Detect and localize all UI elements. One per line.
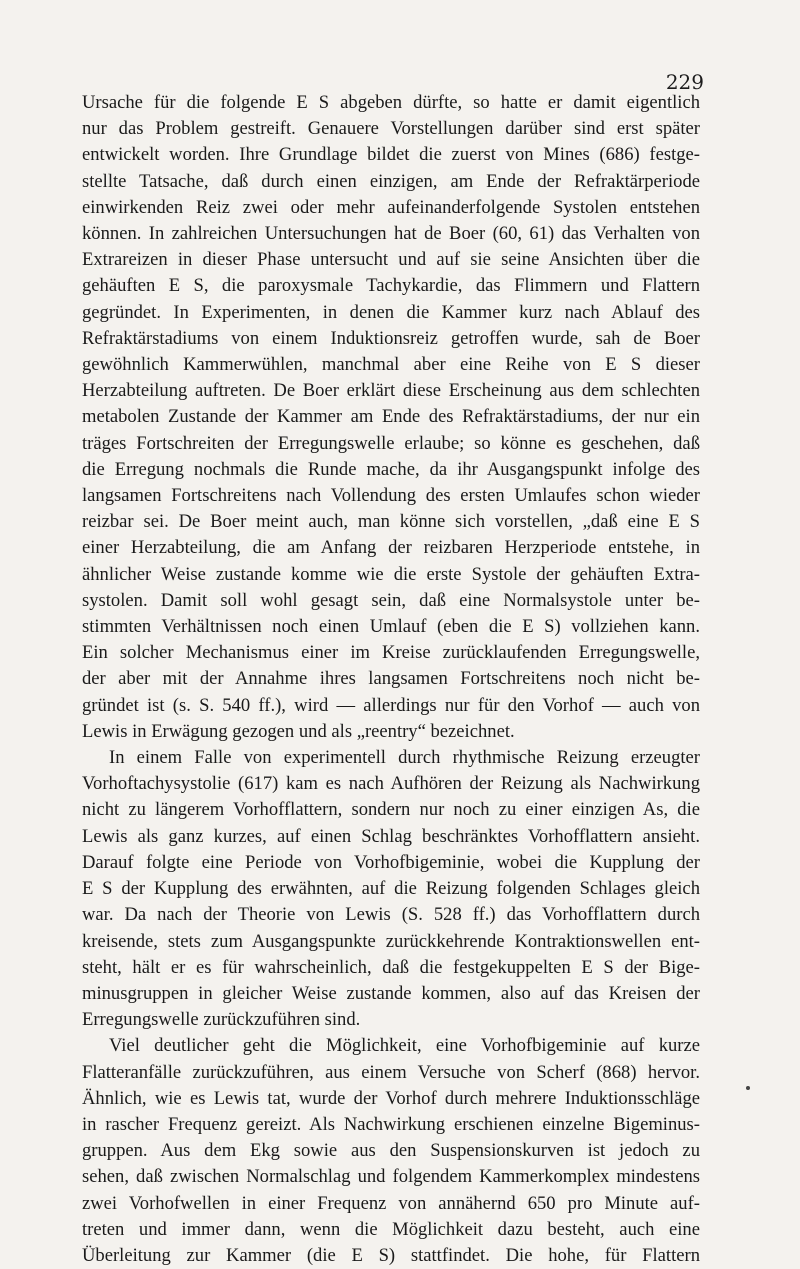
text-line: sehen, daß zwischen Normalschlag und folgendem Kammerkomplex mindestens [82, 1166, 700, 1188]
margin-mark [746, 1086, 750, 1090]
text-line: einer Herzabteilung, die am Anfang der reizbaren Herzperiode entstehe, in [82, 537, 700, 559]
text-line: Lewis in Erwägung gezogen und als „reentry“ bezeichnet. [82, 720, 515, 742]
text-line: Lewis als ganz kurzes, auf einen Schlag beschränktes Vorhofflattern ansieht. [82, 825, 700, 847]
text-line: reizbar sei. De Boer meint auch, man könne sich vorstellen, „daß eine E S [82, 511, 700, 533]
text-line: Ein solcher Mechanismus einer im Kreise zurücklaufenden Erregungswelle, [82, 642, 700, 664]
text-line: die Erregung nochmals die Runde mache, da ihr Ausgangspunkt infolge des [82, 458, 700, 480]
text-line: Herzabteilung auftreten. De Boer erklärt diese Erscheinung aus dem schlechten [82, 380, 700, 402]
text-line: nur das Problem gestreift. Genauere Vorstellungen darüber sind erst später [82, 118, 700, 140]
text-line: können. In zahlreichen Untersuchungen hat de Boer (60, 61) das Verhalten von [82, 223, 700, 245]
text-line: Vorhoftachysystolie (617) kam es nach Aufhören der Reizung als Nachwirkung [82, 773, 700, 795]
text-line: Überleitung zur Kammer (die E S) stattfindet. Die hohe, für Flattern [82, 1244, 700, 1266]
text-line: Ähnlich, wie es Lewis tat, wurde der Vorhof durch mehrere Induktionsschläge [82, 1087, 700, 1109]
text-line: Viel deutlicher geht die Möglichkeit, eine Vorhofbigeminie auf kurze [109, 1035, 700, 1057]
text-line: systolen. Damit soll wohl gesagt sein, daß eine Normalsystole unter be- [82, 589, 700, 611]
text-line: Flatteranfälle zurückzuführen, aus einem Versuche von Scherf (868) hervor. [82, 1061, 700, 1083]
text-line: zwei Vorhofwellen in einer Frequenz von annähernd 650 pro Minute auf- [82, 1192, 700, 1214]
text-line: in rascher Frequenz gereizt. Als Nachwirkung erschienen einzelne Bigeminus- [82, 1113, 700, 1135]
body-text [82, 90, 700, 1269]
text-line: stellte Tatsache, daß durch einen einzigen, am Ende der Refraktärperiode [82, 170, 700, 192]
text-line: stimmten Verhältnissen noch einen Umlauf (eben die E S) vollziehen kann. [82, 616, 700, 638]
text-line: träges Fortschreiten der Erregungswelle erlaube; so könne es geschehen, daß [82, 432, 700, 454]
text-line: Extrareizen in dieser Phase untersucht und auf sie seine Ansichten über die [82, 249, 700, 271]
text-line: war. Da nach der Theorie von Lewis (S. 528 ff.) das Vorhofflattern durch [82, 904, 700, 926]
text-line: Erregungswelle zurückzuführen sind. [82, 1009, 361, 1031]
text-line: gehäuften E S, die paroxysmale Tachykardie, das Flimmern und Flattern [82, 275, 700, 297]
text-line: gründet ist (s. S. 540 ff.), wird — allerdings nur für den Vorhof — auch von [82, 694, 700, 716]
text-line: E S der Kupplung des erwähnten, auf die Reizung folgenden Schlages gleich [82, 878, 700, 900]
text-line: treten und immer dann, wenn die Möglichkeit dazu besteht, auch eine [82, 1218, 700, 1240]
text-line: langsamen Fortschreitens nach Vollendung des ersten Umlaufes schon wieder [82, 485, 700, 507]
text-line: nicht zu längerem Vorhofflattern, sondern nur noch zu einer einzigen As, die [82, 799, 700, 821]
text-line: kreisende, stets zum Ausgangspunkte zurückkehrende Kontraktionswellen ent- [82, 930, 700, 952]
text-line: minusgruppen in gleicher Weise zustande kommen, also auf das Kreisen der [82, 982, 700, 1004]
text-line: In einem Falle von experimentell durch rhythmische Reizung erzeugter [109, 747, 700, 769]
text-line: metabolen Zustande der Kammer am Ende des Refraktärstadiums, der nur ein [82, 406, 700, 428]
text-line: einwirkenden Reiz zwei oder mehr aufeinanderfolgende Systolen entstehen [82, 196, 700, 218]
text-line: der aber mit der Annahme ihres langsamen Fortschreitens noch nicht be- [82, 668, 700, 690]
text-line: ähnlicher Weise zustande komme wie die erste Systole der gehäuften Extra- [82, 563, 700, 585]
text-line: Refraktärstadiums von einem Induktionsreiz getroffen wurde, sah de Boer [82, 327, 700, 349]
text-line: gruppen. Aus dem Ekg sowie aus den Suspensionskurven ist jedoch zu [82, 1140, 700, 1162]
text-line: Ursache für die folgende E S abgeben dürfte, so hatte er damit eigentlich [82, 92, 700, 113]
text-line: gewöhnlich Kammerwühlen, manchmal aber eine Reihe von E S dieser [82, 354, 700, 376]
page-number: 229 [665, 70, 704, 94]
text-line: Darauf folgte eine Periode von Vorhofbigeminie, wobei die Kupplung der [82, 851, 700, 873]
text-line: entwickelt worden. Ihre Grundlage bildet die zuerst von Mines (686) festge- [82, 144, 700, 166]
text-line: steht, hält er es für wahrscheinlich, daß die festgekuppelten E S der Bige- [82, 956, 700, 978]
text-line: gegründet. In Experimenten, in denen die Kammer kurz nach Ablauf des [82, 301, 700, 323]
